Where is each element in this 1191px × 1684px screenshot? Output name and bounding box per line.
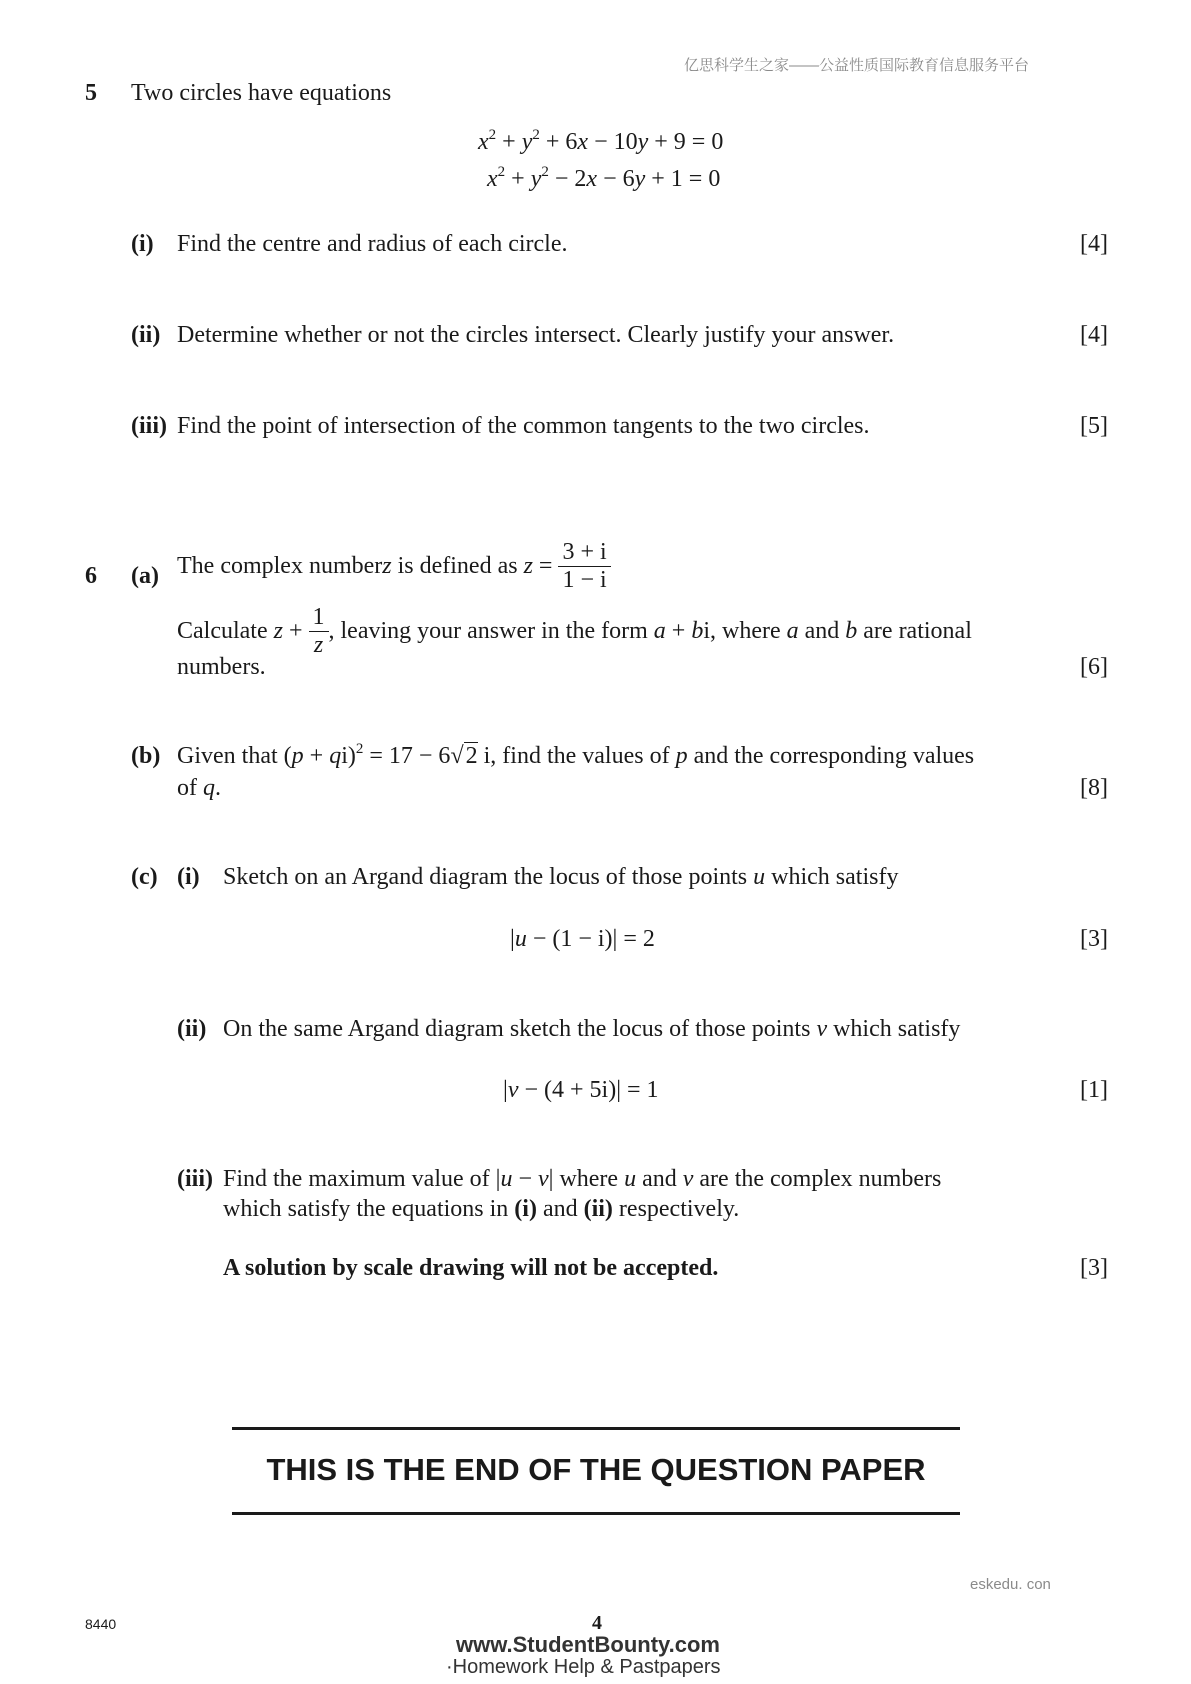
part-marks: [4]: [1080, 231, 1108, 257]
q6c-iii-note: A solution by scale drawing will not be accepted.: [223, 1255, 719, 1281]
q6a-line-3: numbers.: [177, 654, 266, 680]
footer-brand-url[interactable]: www.StudentBounty.com: [456, 1632, 720, 1657]
q6b-marks: [8]: [1080, 775, 1108, 801]
q6b-line-1: Given that (p + qi)$^2$ = 17 − 6√2 i, find the values of p and the corresponding values: [177, 741, 975, 769]
q5-equation-1: $x^2 + y^2 + 6x - 10y + 9 = 0$: [478, 127, 724, 155]
q6c-label: (c): [131, 864, 158, 890]
q6c-iii-marks: [3]: [1080, 1255, 1108, 1281]
footer-brand-tagline: ·Homework Help & Pastpapers: [446, 1656, 721, 1678]
part-text: Determine whether or not the circles intersect. Clearly justify your answer.: [177, 322, 895, 348]
q6a-marks: [6]: [1080, 654, 1108, 680]
q6a-label: (a): [131, 563, 159, 589]
end-of-paper: THIS IS THE END OF THE QUESTION PAPER: [266, 1452, 926, 1487]
q6a-line-1: The complex numberz is defined as z = $\frac{3 + i}{1 - i}$: [177, 539, 611, 594]
part-text: Find the point of intersection of the common tangents to the two circles.: [177, 413, 870, 439]
part-label: (iii): [131, 413, 167, 439]
q5-number: 5: [85, 80, 97, 106]
q6c-iii-label: (iii): [177, 1166, 213, 1192]
q6a-line-2: Calculate z + $\frac{1}{z}$ , leaving your answer in the form a + bi, where a and b are rational: [177, 604, 972, 658]
footer-site-small: eskedu. con: [970, 1576, 1051, 1593]
fraction-one-over-z: $\frac{1}{z}$: [309, 604, 329, 659]
q5-intro: Two circles have equations: [131, 80, 392, 106]
q6c-i-text: Sketch on an Argand diagram the locus of those points u which satisfy: [223, 864, 899, 890]
part-marks: [5]: [1080, 413, 1108, 439]
part-text: Find the centre and radius of each circle.: [177, 231, 568, 257]
fraction-z: $\frac{3 + i}{1 - i}$: [558, 539, 610, 594]
q6c-i-equation: |u − (1 − i)| = 2: [510, 926, 655, 952]
q5-equation-2: $x^2 + y^2 - 2x - 6y + 1 = 0$: [487, 164, 721, 192]
q6c-iii-line-2: which satisfy the equations in (i) and (ii) respectively.: [223, 1196, 740, 1222]
part-label: (ii): [131, 322, 161, 348]
q6c-ii-equation: |v − (4 + 5i)| = 1: [503, 1077, 659, 1103]
end-rule-bottom: [232, 1512, 960, 1515]
q6b-label: (b): [131, 743, 161, 769]
q6c-iii-line-1: Find the maximum value of |u − v| where u and v are the complex numbers: [223, 1166, 942, 1192]
part-marks: [4]: [1080, 322, 1108, 348]
q6c-ii-label: (ii): [177, 1016, 207, 1042]
header-watermark: 亿思科学生之家——公益性质国际教育信息服务平台: [684, 57, 1030, 74]
page-number: 4: [592, 1612, 602, 1634]
part-label: (i): [131, 231, 154, 257]
end-rule-top: [232, 1427, 960, 1430]
q6c-i-marks: [3]: [1080, 926, 1108, 952]
q6b-line-2: of q.: [177, 775, 221, 801]
footer-code: 8440: [85, 1616, 117, 1632]
q6c-ii-marks: [1]: [1080, 1077, 1108, 1103]
sqrt-sign: √: [450, 743, 464, 769]
q6c-i-label: (i): [177, 864, 200, 890]
q6c-ii-text: On the same Argand diagram sketch the locus of those points v which satisfy: [223, 1016, 961, 1042]
q6-number: 6: [85, 563, 97, 589]
